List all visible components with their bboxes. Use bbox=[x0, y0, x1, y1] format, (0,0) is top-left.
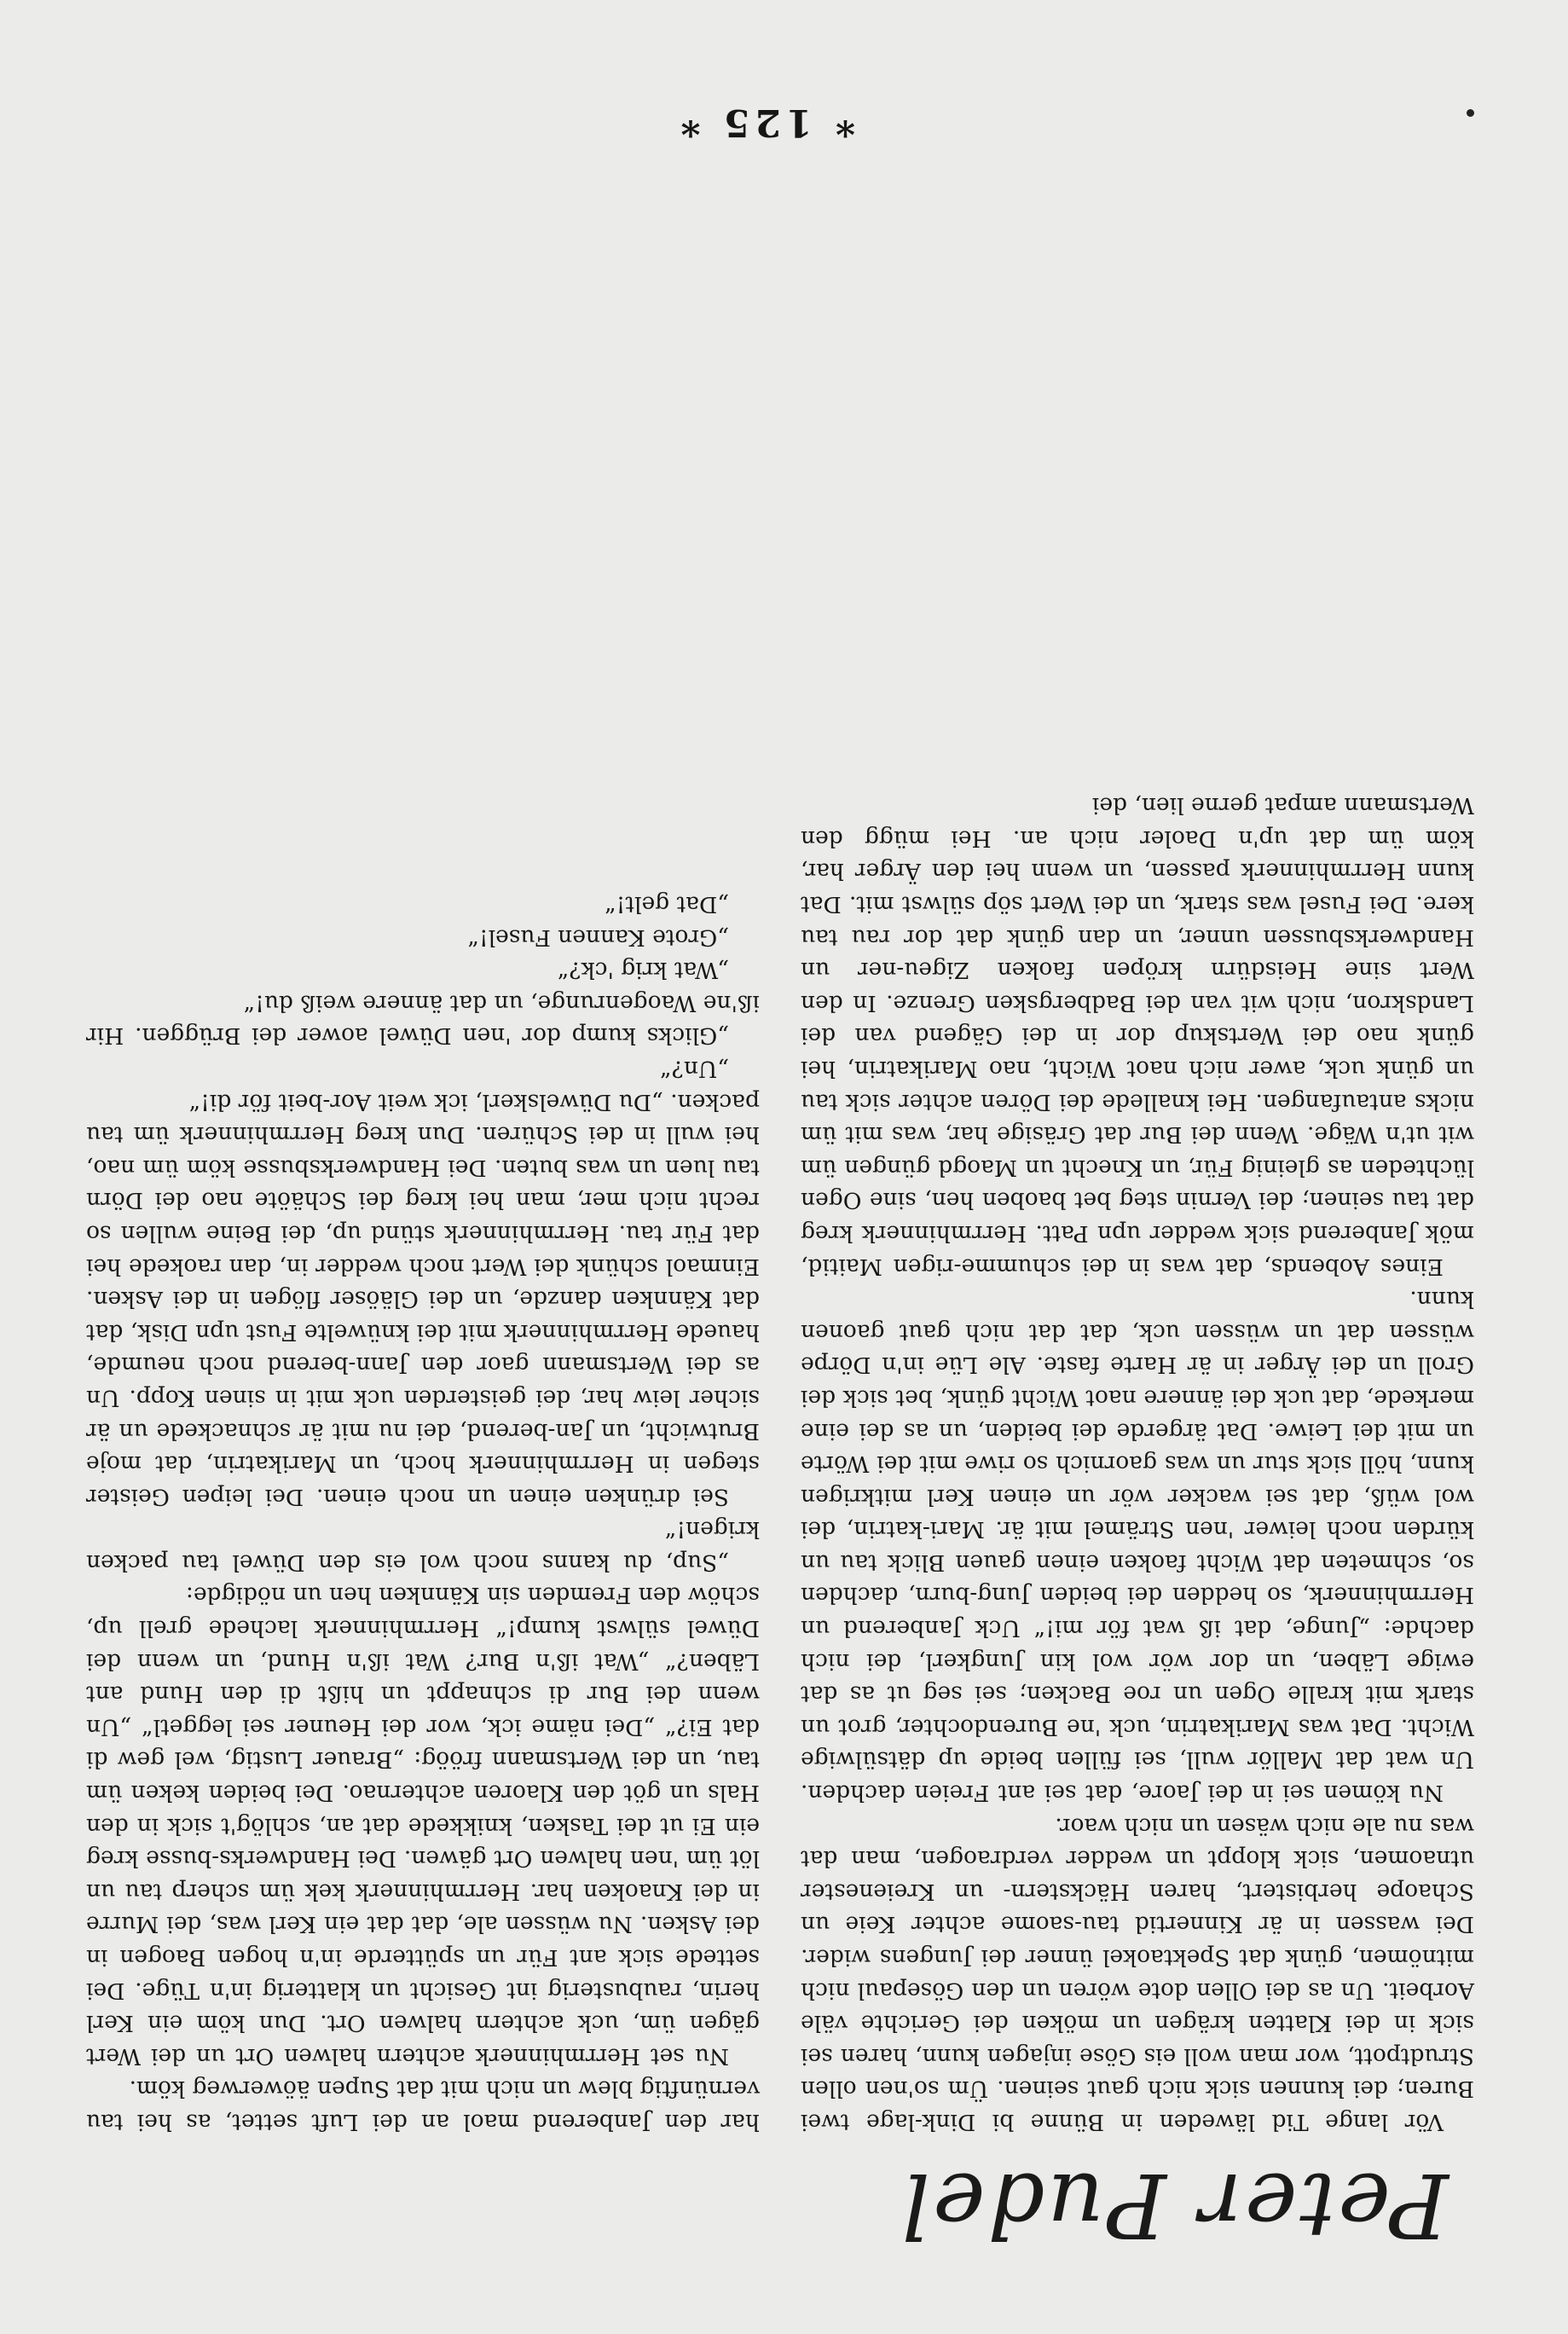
page-number: * 125 * bbox=[675, 101, 855, 144]
paragraph: har den Janberend maol an dei Luft settet, as hei tau vernünftig blew un nich mit dat Supen äöwerweg köm. bbox=[86, 2076, 760, 2135]
paragraph: Eines Aobends, dat was in dei schumme-rigen Maitid, mök Janberend sick wedder upn Patt. Herrmhinnerk kreg dat tau seinen; dei Vernin steg bet baoben hen, sine Ogen lüchteden as gleinig Für, un Knecht un Maogd güngen üm wit ut'n Wäge. Wenn dei Bur dat Gräsige har, was mit üm nicks antaufangen. Hei knallede dei Dören achter sick tau un günk uck, awer nich naot Wicht, nao Marikatrin, hei günk nao dei Wertskup dor in dei Gägend van dei Landskron, nich wit van dei Badbergsken Grenze. In den Wert sine Heisdürn kröpen faoken Zigeu-ner un Handwerksbussen unner, un dan günk dat dor rau tau kere. Dei Fusel was stark, un dei Wert söp sülwst mit. Dat kunn Herrmhinnerk passen, un wenn hei den Ärger har, köm üm dat up'n Daoler nich an. Hei mügg den Wertsmann ampat gerne lien, dei bbox=[801, 792, 1474, 1280]
left-column bbox=[801, 789, 1474, 2138]
page-title: Peter Pudel bbox=[899, 2153, 1449, 2257]
paragraph: Sei drünken einen un noch einen. Dei leipen Geister stegen in Herrmhinnerk hoch, un Marikatrin, dat moje Brutwicht, un Jan-berend, dei nu mit är schnackede un är sicher leiw har, dei geisterden uck mit in sinen Kopp. Un as dei Wertsmann gaor den Jann-berend noch neumde, hauede Herrmhinnerk mit dei knüwelte Fust upn Disk, dat dat Kännken danzde, un dei Gläöser flögen in dei Asken. Einmaol schünk dei Wert noch wedder in, dan raokede hei dat Für tau. Herrmhinnerk stünd up, dei Beine wullen so recht nich mer, man hei kreg dei Schäöte nao dei Dörn tau luen un was buten. Dei Handwerksbusse köm üm nao, hei wull in dei Schüren. Dun kreg Herrmhinnerk üm tau packen. „Du Düwelskerl, ick weit Aor-beit för di!“ bbox=[86, 1088, 760, 1510]
paragraph: „Sup, du kanns noch wol eis den Düwel tau packen krigen!“ bbox=[86, 1516, 760, 1576]
paragraph: „Dat gelt!“ bbox=[605, 891, 729, 918]
right-column bbox=[86, 887, 760, 2138]
ink-dot bbox=[1467, 109, 1474, 117]
paragraph: „Grote Kannen Fusel!“ bbox=[467, 924, 729, 951]
paragraph: „Wat krig 'ck?“ bbox=[557, 957, 729, 984]
paragraph: „Un?“ bbox=[660, 1056, 729, 1082]
paragraph: Vör lange Tid läweden in Bünne bi Dink-lage twei Buren; dei kunnen sick nich gaut seinen. Üm so'nen ollen Strudtpott, wor man woll eis Göse injagen kunn, haren sei sick in dei Klatten krägen un möken dei Gerichte väle Aorbeit. Un as dei Ollen dote wören un den Gösepaul nich mitnömen, günk dat Spektaokel ünner dei Jungens wider. Dei wassen in är Kinnertid tau-saome achter Keie un Schaope herbistert, haren Häckstern- un Kreienester utnaomen, sick kloppt un wedder verdraogen, man dat was nu ale nich wäsen un nich waor. bbox=[801, 1812, 1474, 2135]
paragraph: Nu kömen sei in dei Jaore, dat sei ant Freien dachden. Un wat dat Mallör wull, sei füllen beide up dätsülwige Wicht. Dat was Marikatrin, uck 'ne Burendochter, grot un stark mit kralle Ogen un roe Backen; sei seg ut as dat ewige Läben, un dor wör wol kin Jungkerl, dei nich dachde: „Junge, dat iß wat för mi!“ Uck Janberend un Herrmhinnerk, so hedden dei beiden Jung-burn, dachden so, schmeten dat Wicht faoken einen gauen Blick tau un kürden noch leiwer 'nen Strämel mit är. Mari-katrin, dei wol wüß, dat sei wacker wör un einen Kerl mitkrigen kunn, höll sick stur un was gaornich so riwe mit dei Wörte un mit dei Leiwe. Dat ärgerde dei beiden, un as dei eine merkede, dat uck dei ännere naot Wicht günk, bet sick dei Groll un dei Ärger in är Harte faste. Ale Lüe in'n Dörpe wüssen dat un wüssen uck, dat dat nich gaut gaonen kunn. bbox=[801, 1286, 1474, 1807]
paragraph: Nu set Herrmhinnerk achtern halwen Ort un dei Wert gägen üm, uck achtern halwen Ort. Dun köm ein Kerl herin, raubusterig int Gesicht un klatterig in'n Tüge. Dei settede sick ant Für un spütterde in'n hogen Baogen in dei Asken. Nu wüssen ale, dat dat ein Kerl was, dei Murre in dei Knaoken har. Herrmhinnerk kek üm scherp tau un löt üm 'nen halwen Ort gäwen. Dei Handwerks-busse kreg ein Ei ut dei Tasken, knikkede dat an, schlög't sick in den Hals un göt den Klaoren achternao. Dei beiden keken üm tau, un dei Wertsmann fröög: „Brauer Lustig, wel gew di dat Ei?“ „Dei näme ick, wor dei Heuner sei leggetl“ „Un wenn dei Bur di schnappt un hißt di den Hund ant Läben?“ „Wat iß'n Bur? Wat iß'n Hund, un wenn dei Düwel sülwst kump!“ Herrmhinnerk lachede grell up, schöw den Fremden sin Kännken hen un nödigde: bbox=[86, 1582, 760, 2070]
paragraph: „Glicks kump dor 'nen Düwel aower dei Brüggen. Hir iß'ne Waogenrunge, un dat ännere weiß du!“ bbox=[86, 989, 760, 1050]
